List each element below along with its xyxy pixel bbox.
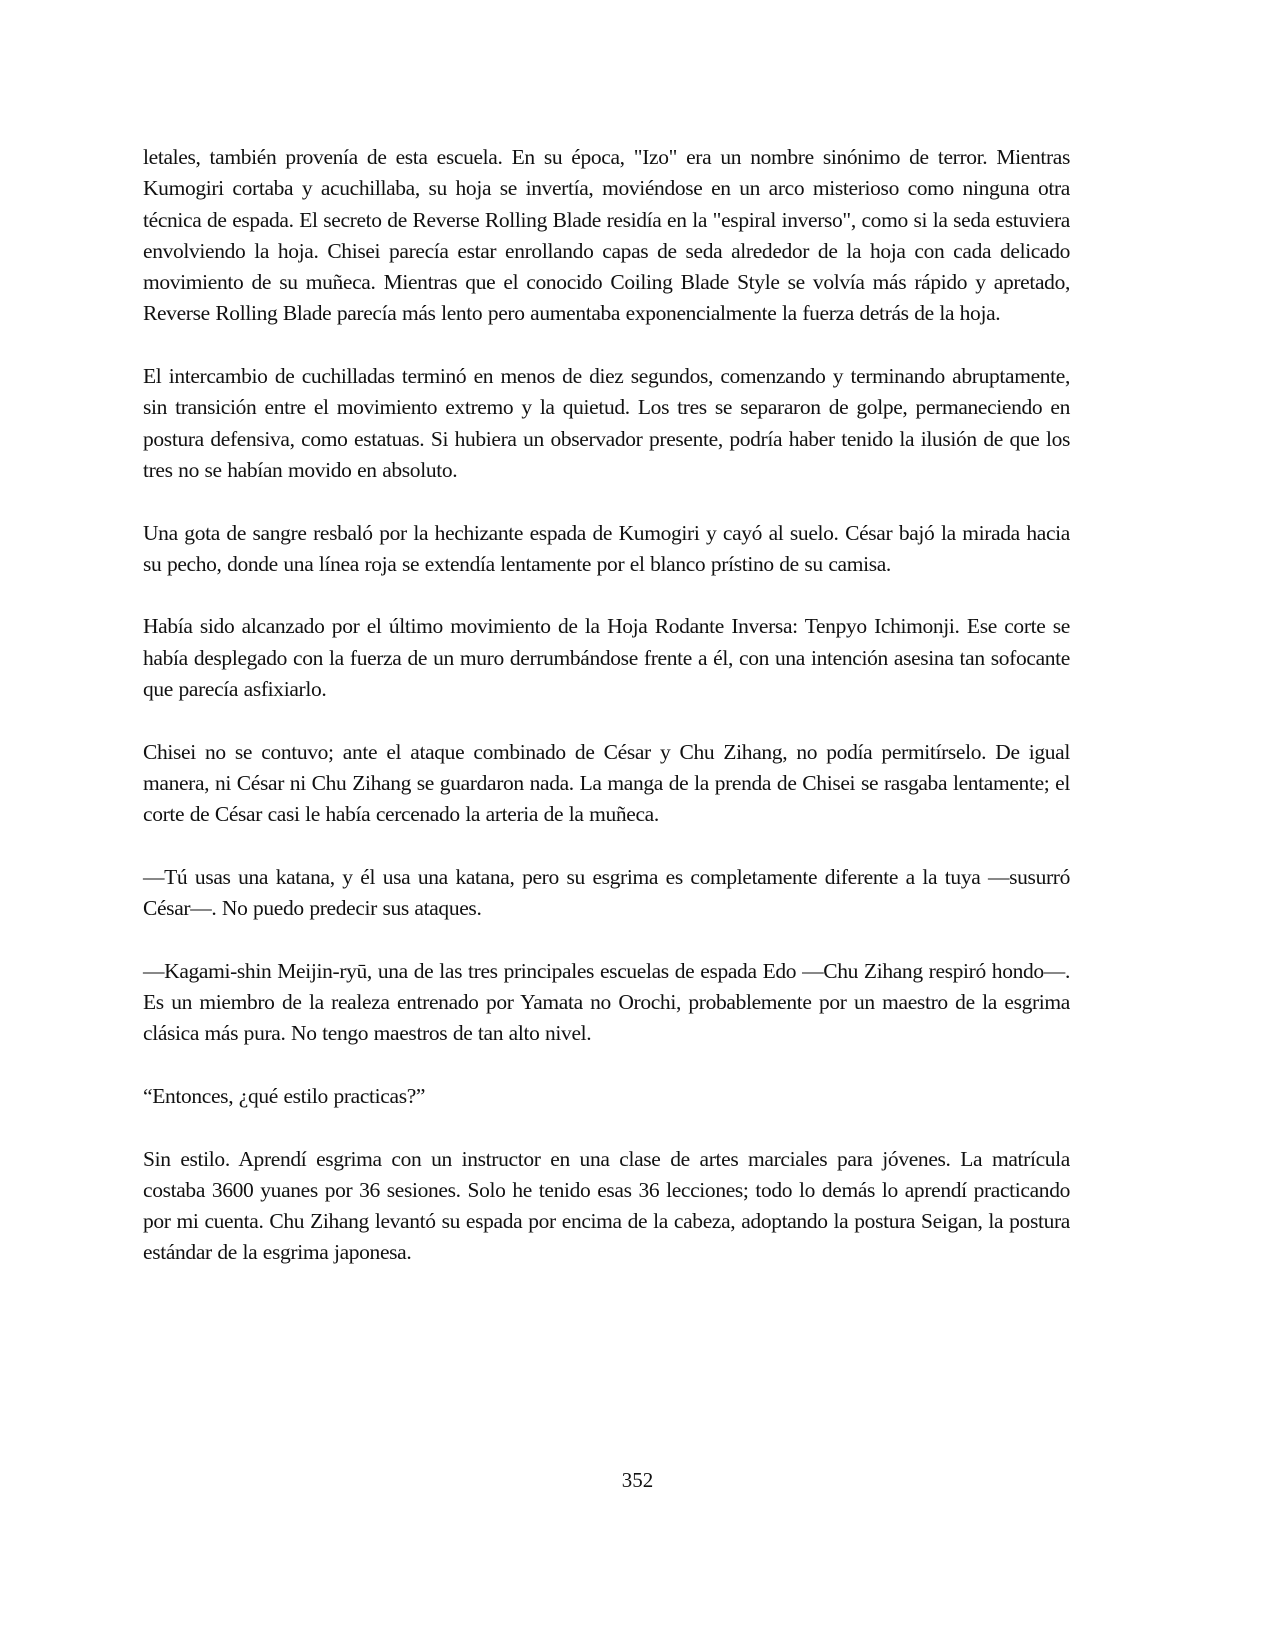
paragraph: letales, también provenía de esta escuela. En su época, "Izo" era un nombre sinónimo de terror. Mientras Kumogiri cortaba y acuchillaba, su hoja se invertía, moviéndose en un arco misterioso como ninguna otra técnica de espada. El secreto de Reverse Rolling Blade residía en la "espiral inverso", como si la seda estuviera envolviendo la hoja. Chisei parecía estar enrollando capas de seda alrededor de la hoja con cada delicado movimiento de su muñeca. Mientras que el conocido Coiling Blade Style se volvía más rápido y apretado, Reverse Rolling Blade parecía más lento pero aumentaba exponencialmente la fuerza detrás de la hoja.	[143, 145, 1070, 326]
paragraph: Había sido alcanzado por el último movimiento de la Hoja Rodante Inversa: Tenpyo Ichimonji. Ese corte se había desplegado con la fuerza de un muro derrumbándose frente a él, con una intención asesina tan sofocante que parecía asfixiarlo.	[143, 614, 1070, 702]
paragraph: “Entonces, ¿qué estilo practicas?”	[143, 1083, 426, 1108]
page-number: 352	[621, 1468, 654, 1492]
paragraph: Una gota de sangre resbaló por la hechizante espada de Kumogiri y cayó al suelo. César bajó la mirada hacia su pecho, donde una línea roja se extendía lentamente por el blanco prístino de su camisa.	[143, 520, 1070, 576]
paragraph: —Tú usas una katana, y él usa una katana, pero su esgrima es completamente diferente a la tuya —susurró César—. No puedo predecir sus ataques.	[143, 864, 1070, 921]
paragraph: Sin estilo. Aprendí esgrima con un instructor en una clase de artes marciales para jóvenes. La matrícula costaba 3600 yuanes por 36 sesiones. Solo he tenido esas 36 lecciones; todo lo demás lo aprendí practicando por mi cuenta. Chu Zihang levantó su espada por encima de la cabeza, adoptando la postura Seigan, la postura estándar de la esgrima japonesa.	[143, 1146, 1070, 1265]
page-body	[143, 142, 1070, 1300]
paragraph: Chisei no se contuvo; ante el ataque combinado de César y Chu Zihang, no podía permitírselo. De igual manera, ni César ni Chu Zihang se guardaron nada. La manga de la prenda de Chisei se rasgaba lentamente; el corte de César casi le había cercenado la arteria de la muñeca.	[143, 739, 1070, 827]
paragraph: —Kagami-shin Meijin-ryū, una de las tres principales escuelas de espada Edo —Chu Zihang respiró hondo—. Es un miembro de la realeza entrenado por Yamata no Orochi, probablemente por un maestro de la esgrima clásica más pura. No tengo maestros de tan alto nivel.	[143, 958, 1070, 1046]
paragraph: El intercambio de cuchilladas terminó en menos de diez segundos, comenzando y terminando abruptamente, sin transición entre el movimiento extremo y la quietud. Los tres se separaron de golpe, permaneciendo en postura defensiva, como estatuas. Si hubiera un observador presente, podría haber tenido la ilusión de que los tres no se habían movido en absoluto.	[143, 364, 1070, 482]
